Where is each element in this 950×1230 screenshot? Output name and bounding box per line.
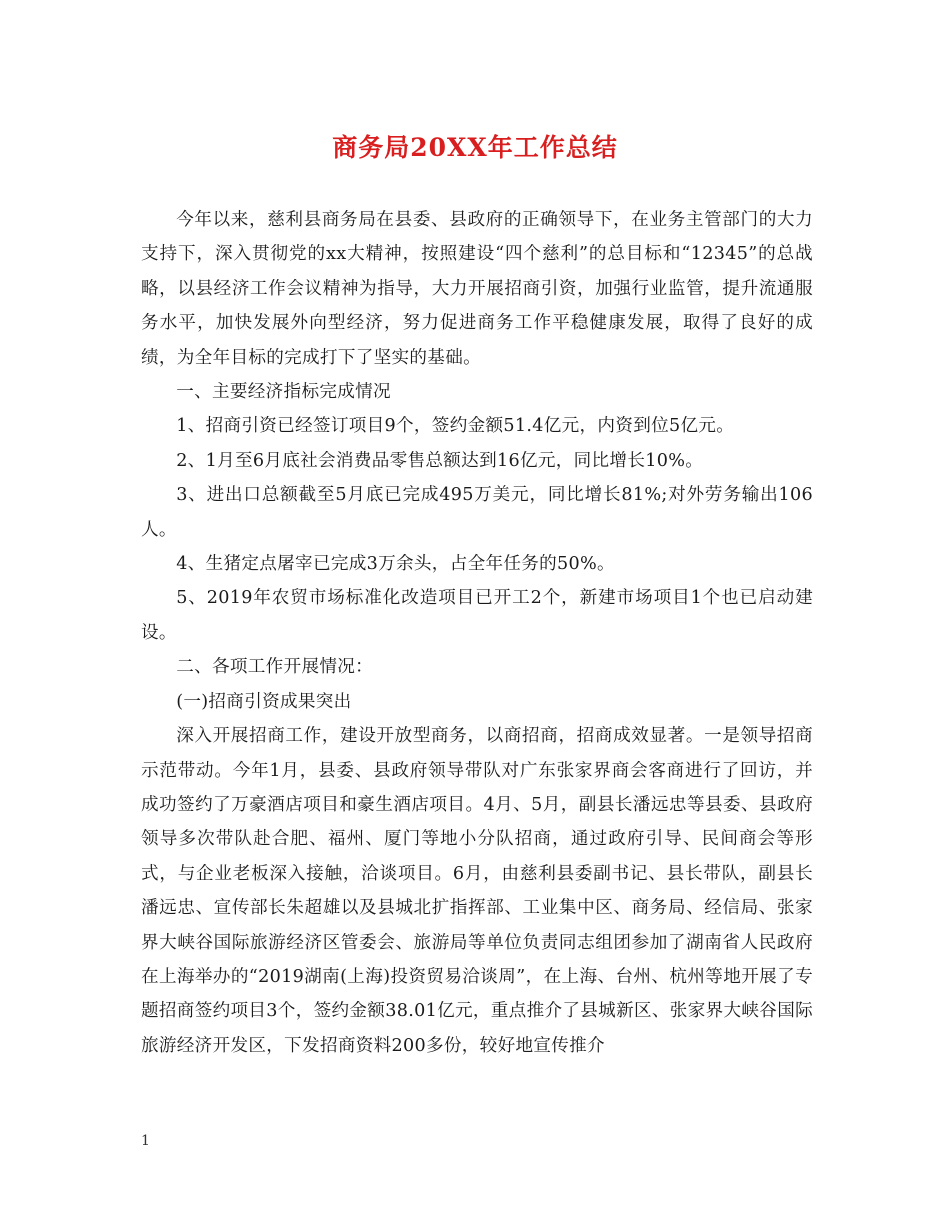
page-number: 1 xyxy=(141,1133,150,1149)
document-title: 商务局20XX年工作总结 xyxy=(332,133,618,162)
section-heading-1: 一、主要经济指标完成情况 xyxy=(176,382,391,403)
list-item: 4、生猪定点屠宰已完成3万余头，占全年任务的50%。 xyxy=(176,554,615,575)
subsection-heading: (一)招商引资成果突出 xyxy=(176,691,352,712)
paragraph-investment: 深入开展招商工作，建设开放型商务，以商招商，招商成效显著。一是领导招商示范带动。今年1月，县委、县政府领导带队对广东张家界商会客商进行了回访，并成功签约了万豪酒店项目和豪生酒店项目。4月、5月，副县长潘远忠等县委、县政府领导多次带队赴合肥、福州、厦门等地小分队招商，通过政府引导、民间商会等形式，与企业老板深入接触，洽谈项目。6月，由慈利县委副书记、县长带队，副县长潘远忠、宣传部长朱超雄以及县城北扩指挥部、工业集中区、商务局、经信局、张家界大峡谷国际旅游经济区管委会、旅游局等单位负责同志组团参加了湖南省人民政府在上海举办的“2019湖南(上海)投资贸易洽谈周”，在上海、台州、杭州等地开展了专题招商签约项目3个，签约金额38.01亿元，重点推介了县城新区、张家界大峡谷国际旅游经济开发区，下发招商资料200多份，较好地宣传推介 xyxy=(141,726,813,1056)
paragraph-intro: 今年以来，慈利县商务局在县委、县政府的正确领导下，在业务主管部门的大力支持下，深入贯彻党的xx大精神，按照建设“四个慈利”的总目标和“12345”的总战略，以县经济工作会议精神为指导，大力开展招商引资，加强行业监管，提升流通服务水平，加快发展外向型经济，努力促进商务工作平稳健康发展，取得了良好的成绩，为全年目标的完成打下了坚实的基础。 xyxy=(141,210,813,368)
list-item: 1、招商引资已经签订项目9个，签约金额51.4亿元，内资到位5亿元。 xyxy=(176,416,735,437)
document-body xyxy=(141,203,813,1063)
list-item: 3、进出口总额截至5月底已完成495万美元，同比增长81%;对外劳务输出106人。 xyxy=(141,485,813,540)
section-heading-2: 二、各项工作开展情况： xyxy=(176,657,374,678)
list-item: 5、2019年农贸市场标准化改造项目已开工2个，新建市场项目1个也已启动建设。 xyxy=(141,588,813,643)
list-item: 2、1月至6月底社会消费品零售总额达到16亿元，同比增长10%。 xyxy=(176,450,704,471)
